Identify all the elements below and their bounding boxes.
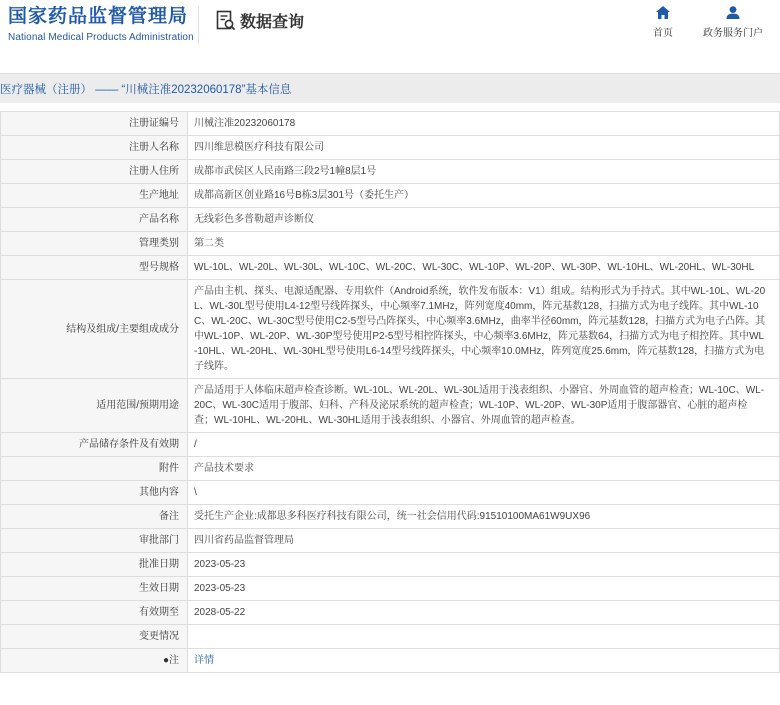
field-value: 受托生产企业:成都思多科医疗科技有限公司，统一社会信用代码:91510100MA61W9UX96 — [188, 505, 780, 529]
home-icon — [656, 6, 670, 19]
table-row — [1, 433, 780, 457]
table-row — [1, 160, 780, 184]
data-query-icon — [216, 10, 236, 32]
table-row — [1, 208, 780, 232]
field-label: 批准日期 — [1, 553, 188, 577]
field-value: / — [188, 433, 780, 457]
field-value: 四川省药品监督管理局 — [188, 529, 780, 553]
field-label: 结构及组成/主要组成成分 — [1, 280, 188, 379]
field-label: 注册证编号 — [1, 112, 188, 136]
field-value — [188, 625, 780, 649]
field-label: 变更情况 — [1, 625, 188, 649]
field-value: 产品适用于人体临床超声检查诊断。WL-10L、WL-20L、WL-30L适用于浅表组织、小器官、外周血管的超声检查；WL-10C、WL-20C、WL-30C适用于腹部、妇科、产科及泌尿系统的超声检查；WL-10P、WL-20P、WL-30P适用于腹部器官、心脏的超声检查；WL-10HL、WL-20HL、WL-30HL适用于浅表组织、小器官、外周血管的超声检查。 — [188, 379, 780, 433]
table-row — [1, 256, 780, 280]
field-label: 备注 — [1, 505, 188, 529]
field-value: 四川维思模医疗科技有限公司 — [188, 136, 780, 160]
field-value: 第二类 — [188, 232, 780, 256]
table-row — [1, 232, 780, 256]
table-row — [1, 529, 780, 553]
field-label: ●注 — [1, 649, 188, 673]
site-logo[interactable] — [8, 6, 194, 45]
table-row — [1, 625, 780, 649]
field-label: 管理类别 — [1, 232, 188, 256]
field-value: 成都市武侯区人民南路三段2号1幢8层1号 — [188, 160, 780, 184]
field-value: 无线彩色多普勒超声诊断仪 — [188, 208, 780, 232]
table-row — [1, 577, 780, 601]
header-divider — [198, 6, 199, 44]
field-value: 川械注准20232060178 — [188, 112, 780, 136]
nav-home[interactable] — [648, 6, 678, 39]
table-row — [1, 505, 780, 529]
table-row — [1, 457, 780, 481]
table-row — [1, 184, 780, 208]
table-row — [1, 280, 780, 379]
field-label: 型号规格 — [1, 256, 188, 280]
field-value: \ — [188, 481, 780, 505]
field-value: WL-10L、WL-20L、WL-30L、WL-10C、WL-20C、WL-30C、WL-10P、WL-20P、WL-30P、WL-10HL、WL-20HL、WL-30HL — [188, 256, 780, 280]
detail-link[interactable]: 详情 — [194, 655, 214, 666]
field-label: 适用范围/预期用途 — [1, 379, 188, 433]
data-query-link[interactable] — [216, 9, 304, 32]
page-title-band — [0, 73, 780, 103]
field-value: 2028-05-22 — [188, 601, 780, 625]
table-row — [1, 649, 780, 673]
table-row — [1, 112, 780, 136]
field-value: 2023-05-23 — [188, 577, 780, 601]
registration-info-table — [0, 111, 780, 673]
field-value: 2023-05-23 — [188, 553, 780, 577]
field-label: 生效日期 — [1, 577, 188, 601]
field-value — [188, 649, 780, 673]
nav-home-label: 首页 — [653, 28, 673, 39]
table-row — [1, 481, 780, 505]
nav-gov-affairs-label: 政务服务门户 — [703, 28, 763, 39]
table-row — [1, 553, 780, 577]
table-row — [1, 379, 780, 433]
field-label: 审批部门 — [1, 529, 188, 553]
field-label: 生产地址 — [1, 184, 188, 208]
field-value: 成都高新区创业路16号B栋3层301号（委托生产） — [188, 184, 780, 208]
user-icon — [726, 6, 740, 19]
field-label: 其他内容 — [1, 481, 188, 505]
field-label: 有效期至 — [1, 601, 188, 625]
field-value: 产品技术要求 — [188, 457, 780, 481]
field-label: 产品名称 — [1, 208, 188, 232]
page-title: 医疗器械（注册） —— “川械注准20232060178”基本信息 — [0, 84, 292, 96]
field-value: 产品由主机、探头、电源适配器、专用软件（Android系统，软件发布版本：V1）组成。结构形式为手持式。其中WL-10L、WL-20L、WL-30L型号使用L4-12型号线阵探头，中心频率7.1MHz，阵列宽度40mm，阵元基数128，扫描方式为电子线阵。其中WL-10C、WL-20C、WL-30C型号使用C2-5型号凸阵探头，中心频率3.6MHz，曲率半径60mm，阵元基数128，扫描方式为电子凸阵。其中WL-10P、WL-20P、WL-30P型号使用P2-5型号相控阵探头，中心频率3.6MHz，阵元基数64，扫描方式为电子相控阵。其中WL-10HL、WL-20HL、WL-30HL型号使用L6-14型号线阵探头，中心频率10.0MHz，阵列宽度25.6mm，阵元基数128，扫描方式为电子线阵。 — [188, 280, 780, 379]
nav-gov-affairs[interactable] — [700, 6, 766, 39]
field-label: 注册人名称 — [1, 136, 188, 160]
table-row — [1, 601, 780, 625]
table-row — [1, 136, 780, 160]
field-label: 产品储存条件及有效期 — [1, 433, 188, 457]
logo-chinese-name: 国家药品监督管理局 — [8, 6, 189, 27]
data-query-label: 数据查询 — [240, 14, 305, 31]
logo-english-name: National Medical Products Administration — [8, 32, 194, 43]
field-label: 注册人住所 — [1, 160, 188, 184]
site-header — [0, 0, 780, 62]
field-label: 附件 — [1, 457, 188, 481]
